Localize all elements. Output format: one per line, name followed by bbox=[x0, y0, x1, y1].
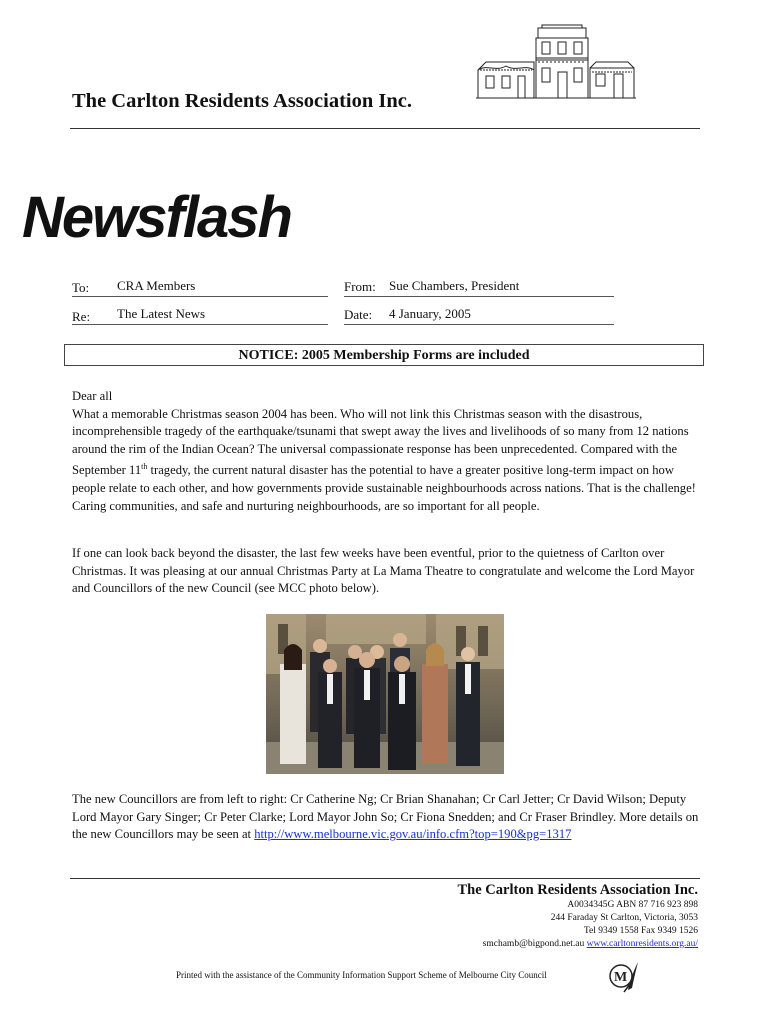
footer-email: smchamb@bigpond.net.au bbox=[482, 939, 585, 949]
councillors-group-photo bbox=[266, 614, 504, 774]
body-section bbox=[72, 388, 704, 515]
footer-contact-block bbox=[278, 882, 698, 951]
footer-abn: A0034345G ABN 87 716 923 898 bbox=[567, 900, 698, 910]
greeting: Dear all bbox=[72, 389, 113, 403]
paragraph-christmas bbox=[72, 406, 704, 516]
newsletter-title: Newsflash bbox=[22, 185, 291, 250]
from-label: From: bbox=[344, 279, 376, 294]
footer-email-web bbox=[278, 938, 698, 951]
terrace-house-icon bbox=[476, 24, 636, 100]
to-value: CRA Members bbox=[117, 278, 196, 293]
membership-notice: NOTICE: 2005 Membership Forms are included bbox=[64, 344, 704, 366]
footer-website-link[interactable]: www.carltonresidents.org.au/ bbox=[586, 939, 698, 949]
date-label: Date: bbox=[344, 307, 373, 322]
footer-divider bbox=[70, 878, 700, 879]
councillors-info-link[interactable]: http://www.melbourne.vic.gov.au/info.cfm?top=190&pg=1317 bbox=[254, 827, 572, 842]
footer-address: 244 Faraday St Carlton, Victoria, 3053 bbox=[550, 913, 698, 923]
to-underline bbox=[72, 296, 328, 297]
from-underline bbox=[344, 296, 614, 297]
re-label: Re: bbox=[72, 309, 91, 324]
organisation-title: The Carlton Residents Association Inc. bbox=[72, 90, 412, 112]
photo-caption bbox=[72, 791, 704, 844]
caption-text: The new Councillors are from left to right: Cr Catherine Ng; Cr Brian Shanahan; Cr Carl Jetter; Cr David Wilson; Deputy Lord Mayor Gary Singer; Cr Peter Clarke; Lord Mayor John So; Cr Fiona Snedden; and Cr Fraser Brindley. More details on the new Councillors may be seen at bbox=[72, 792, 699, 842]
date-underline bbox=[344, 324, 614, 325]
re-value: The Latest News bbox=[117, 306, 206, 321]
paragraph-christmas-part1: What a memorable Christmas season 2004 has been. Who will not link this Christmas season with the disastrous, incomprehensible tragedy of the earthquake/tsunami that swept away the lives and livelihoods of so many from 12 nations around the rim of the Indian Ocean? The universal compassionate response has been unprecedented. Compared with the September 11 bbox=[72, 406, 689, 478]
date-value: 4 January, 2005 bbox=[389, 306, 471, 321]
from-value: Sue Chambers, President bbox=[389, 278, 520, 293]
superscript-th: th bbox=[141, 462, 148, 472]
to-label: To: bbox=[72, 280, 90, 295]
melbourne-city-council-logo-icon bbox=[606, 960, 640, 994]
footer-organisation: The Carlton Residents Association Inc. bbox=[457, 882, 698, 898]
footer-phone: Tel 9349 1558 Fax 9349 1526 bbox=[583, 926, 698, 936]
svg-text:M: M bbox=[614, 970, 628, 985]
header-divider bbox=[70, 128, 700, 129]
re-underline bbox=[72, 324, 328, 325]
paragraph-christmas-part2: tragedy, the current natural disaster has the potential to have a greater positive long-term impact on how people relate to each other, and how governments provide sustainable neighbourhoods across nations. That is the challenge! Caring communities, and safe and nurturing neighbourhoods, are so important for all people. bbox=[72, 463, 696, 513]
paragraph-council: If one can look back beyond the disaster, the last few weeks have been eventful, prior to the quietness of Carlton over Christmas. It was pleasing at our annual Christmas Party at La Mama Theatre to congratulate and welcome the Lord Mayor and Councillors of the new Council (see MCC photo below). bbox=[72, 546, 695, 596]
printed-assistance-note: Printed with the assistance of the Community Information Support Scheme of Melbourne City Council bbox=[176, 970, 547, 980]
